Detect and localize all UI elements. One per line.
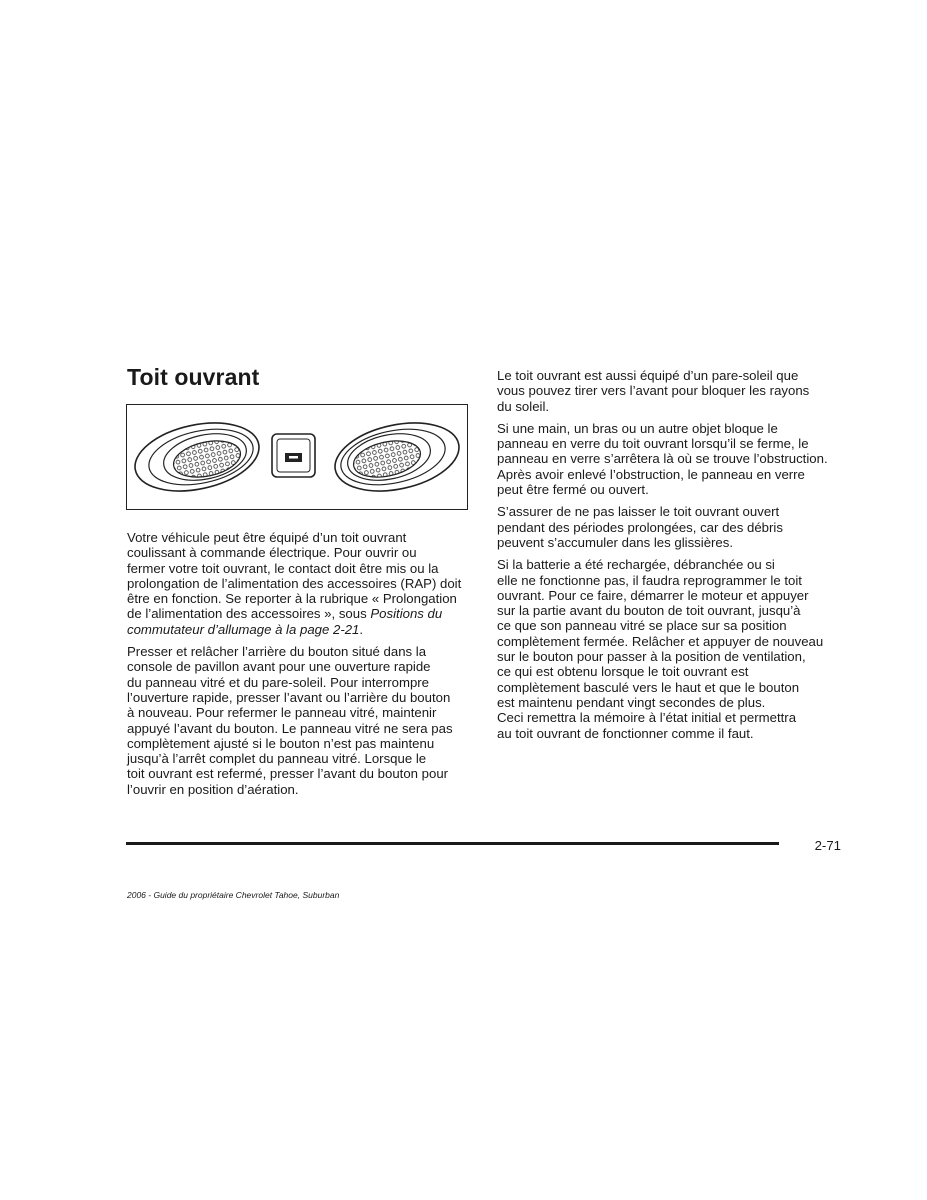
left-column: [127, 530, 482, 804]
sunroof-vent-right-icon: [329, 413, 466, 502]
paragraph-intro-text: Votre véhicule peut être équipé d’un toit ouvrant coulissant à commande électrique. Pour ouvrir ou fermer votre toit ouvrant, le contact doit être mis ou la prolongation de l’alimentation des accessoires (RAP) doit être en fonction. Se reporter à la rubrique « Prolongation de l’alimentation des accessoires », sous: [127, 530, 462, 622]
paragraph-obstruction: Si une main, un bras ou un autre objet bloque le panneau en verre du toit ouvrant lorsqu’il se ferme, le panneau en verre s’arrêtera là où se trouve l’obstruction. Après avoir enlevé l’obstruction, le panneau en verre peut être fermé ou ouvert.: [497, 420, 828, 498]
page-number: 2-71: [814, 838, 841, 853]
footer-text: 2006 - Guide du propriétaire Chevrolet Tahoe, Suburban: [127, 890, 340, 900]
sunroof-console-svg: [127, 405, 466, 508]
paragraph-reprogram: Si la batterie a été rechargée, débranchée ou si elle ne fonctionne pas, il faudra reprogrammer le toit ouvrant. Pour ce faire, démarrer le moteur et appuyer sur la partie avant du bouton de toit ouvrant, jusqu’à ce que son panneau vitré se place sur sa position complètement fermée. Relâcher et appuyer de nouveau sur le bouton pour passer à la position de ventilation, ce qui est obtenu lorsque le toit ouvrant est complètement basculé vers le haut et que le bouton est maintenu pendant vingt secondes de plus. Ceci remettra la mémoire à l’état initial et permettra au toit ouvrant de fonctionner comme il faut.: [497, 557, 824, 741]
paragraph-intro-end: .: [359, 621, 364, 637]
sunroof-console-illustration: [126, 404, 468, 510]
paragraph-sunshade: Le toit ouvrant est aussi équipé d’un pare-soleil que vous pouvez tirer vers l’avant pour bloquer les rayons du soleil.: [497, 368, 810, 414]
footer-rule: [126, 842, 779, 845]
paragraph-intro: [127, 530, 482, 637]
paragraph-debris: S’assurer de ne pas laisser le toit ouvrant ouvert pendant des périodes prolongées, car des débris peuvent s’accumuler dans les glissières.: [497, 504, 783, 550]
paragraph-operation: Presser et relâcher l’arrière du bouton situé dans la console de pavillon avant pour une ouverture rapide du panneau vitré et du pare-soleil. Pour interrompre l’ouverture rapide, presser l’avant ou l’arrière du bouton à nouveau. Pour refermer le panneau vitré, maintenir appuyé l’avant du bouton. Le panneau vitré ne sera pas complètement ajusté si le bouton n’est pas maintenu jusqu’à l’arrêt complet du panneau vitré. Lorsque le toit ouvrant est refermé, presser l’avant du bouton pour l’ouvrir en position d’aération.: [127, 644, 453, 797]
page-title: Toit ouvrant: [127, 364, 260, 390]
sunroof-vent-left-icon: [129, 413, 266, 502]
cross-reference-link: Positions du commutateur d’allumage à la page 2-21: [127, 606, 443, 637]
sunroof-switch-icon: [272, 434, 315, 477]
right-column: [497, 368, 847, 748]
